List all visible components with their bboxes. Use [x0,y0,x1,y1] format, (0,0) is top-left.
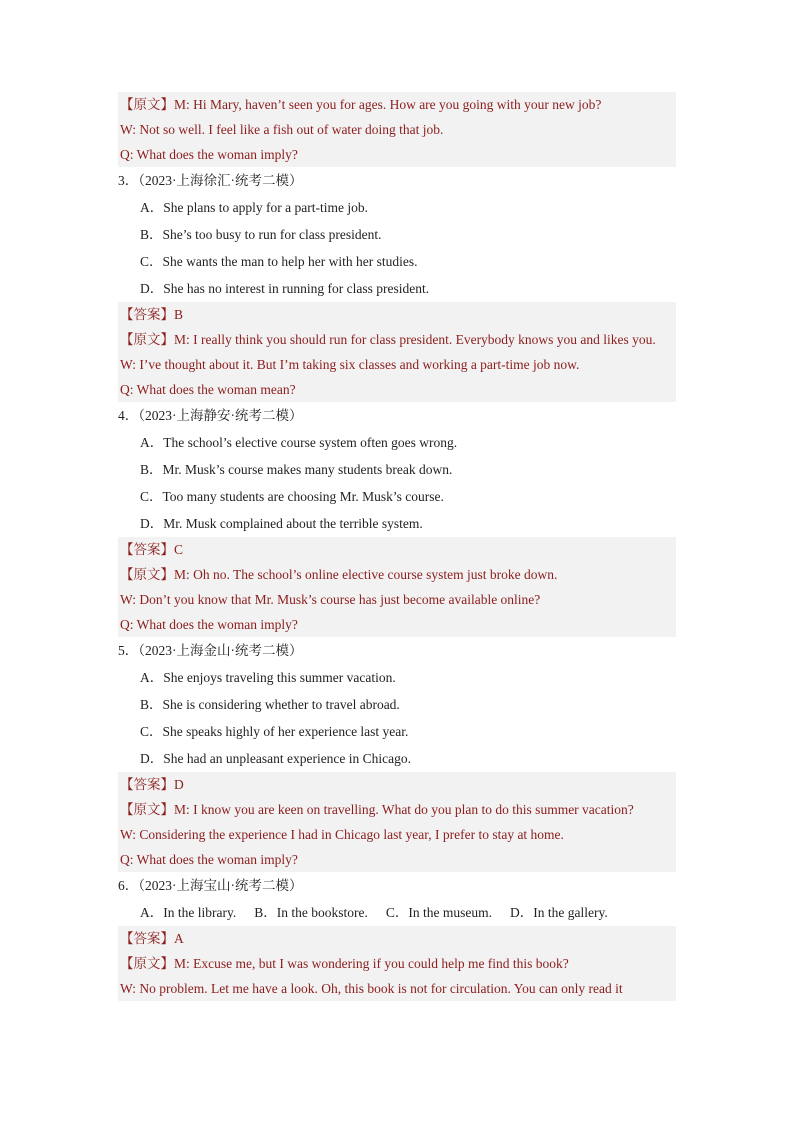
shaded-line: 【原文】M: Excuse me, but I was wondering if you could help me find this book? [118,951,676,976]
shaded-line: Q: What does the woman imply? [118,142,676,167]
shaded-line: W: No problem. Let me have a look. Oh, this book is not for circulation. You can only read it [118,976,676,1001]
answer-option: D．She has no interest in running for class president. [140,281,430,296]
answer-option: D．In the gallery. [509,905,608,920]
answer-option: A．In the library. [140,905,237,920]
shaded-line: 【答案】B [118,302,676,327]
shaded-line: 【原文】M: I know you are keen on travelling. What do you plan to do this summer vacation? [118,797,676,822]
answer-option: C．She wants the man to help her with her studies. [140,254,418,269]
answer-option: B．She is considering whether to travel abroad. [140,697,400,712]
question-header: 4．（2023·上海静安·统考二模） [118,408,303,423]
shaded-line: 【原文】M: Oh no. The school’s online elective course system just broke down. [118,562,676,587]
answer-option: D．She had an unpleasant experience in Chicago. [140,751,412,766]
shaded-line: 【原文】M: Hi Mary, haven’t seen you for ages. How are you going with your new job? [118,92,676,117]
shaded-line: Q: What does the woman imply? [118,612,676,637]
answer-option: C．In the museum. [385,905,492,920]
answer-option: C．Too many students are choosing Mr. Musk’s course. [140,489,444,504]
question-header: 6．（2023·上海宝山·统考二模） [118,878,303,893]
question-header: 5．（2023·上海金山·统考二模） [118,643,303,658]
shaded-line: 【答案】C [118,537,676,562]
shaded-line: Q: What does the woman mean? [118,377,676,402]
shaded-line: 【原文】M: I really think you should run for class president. Everybody knows you and likes you. [118,327,676,352]
shaded-line: Q: What does the woman imply? [118,847,676,872]
shaded-line: W: Don’t you know that Mr. Musk’s course has just become available online? [118,587,676,612]
shaded-line: W: I’ve thought about it. But I’m taking six classes and working a part-time job now. [118,352,676,377]
shaded-line: W: Not so well. I feel like a fish out of water doing that job. [118,117,676,142]
shaded-line: W: Considering the experience I had in Chicago last year, I prefer to stay at home. [118,822,676,847]
shaded-line: 【答案】A [118,926,676,951]
answer-option: A．The school’s elective course system often goes wrong. [140,435,458,450]
answer-option: B．Mr. Musk’s course makes many students break down. [140,462,453,477]
shaded-line: 【答案】D [118,772,676,797]
answer-option: D．Mr. Musk complained about the terrible system. [140,516,423,531]
document-page [118,92,676,1001]
answer-option: B．In the bookstore. [254,905,368,920]
answer-options-row [118,899,676,926]
answer-option: A．She plans to apply for a part-time job. [140,200,368,215]
answer-option: A．She enjoys traveling this summer vacation. [140,670,396,685]
question-header: 3．（2023·上海徐汇·统考二模） [118,173,303,188]
answer-option: B．She’s too busy to run for class president. [140,227,382,242]
answer-option: C．She speaks highly of her experience last year. [140,724,409,739]
